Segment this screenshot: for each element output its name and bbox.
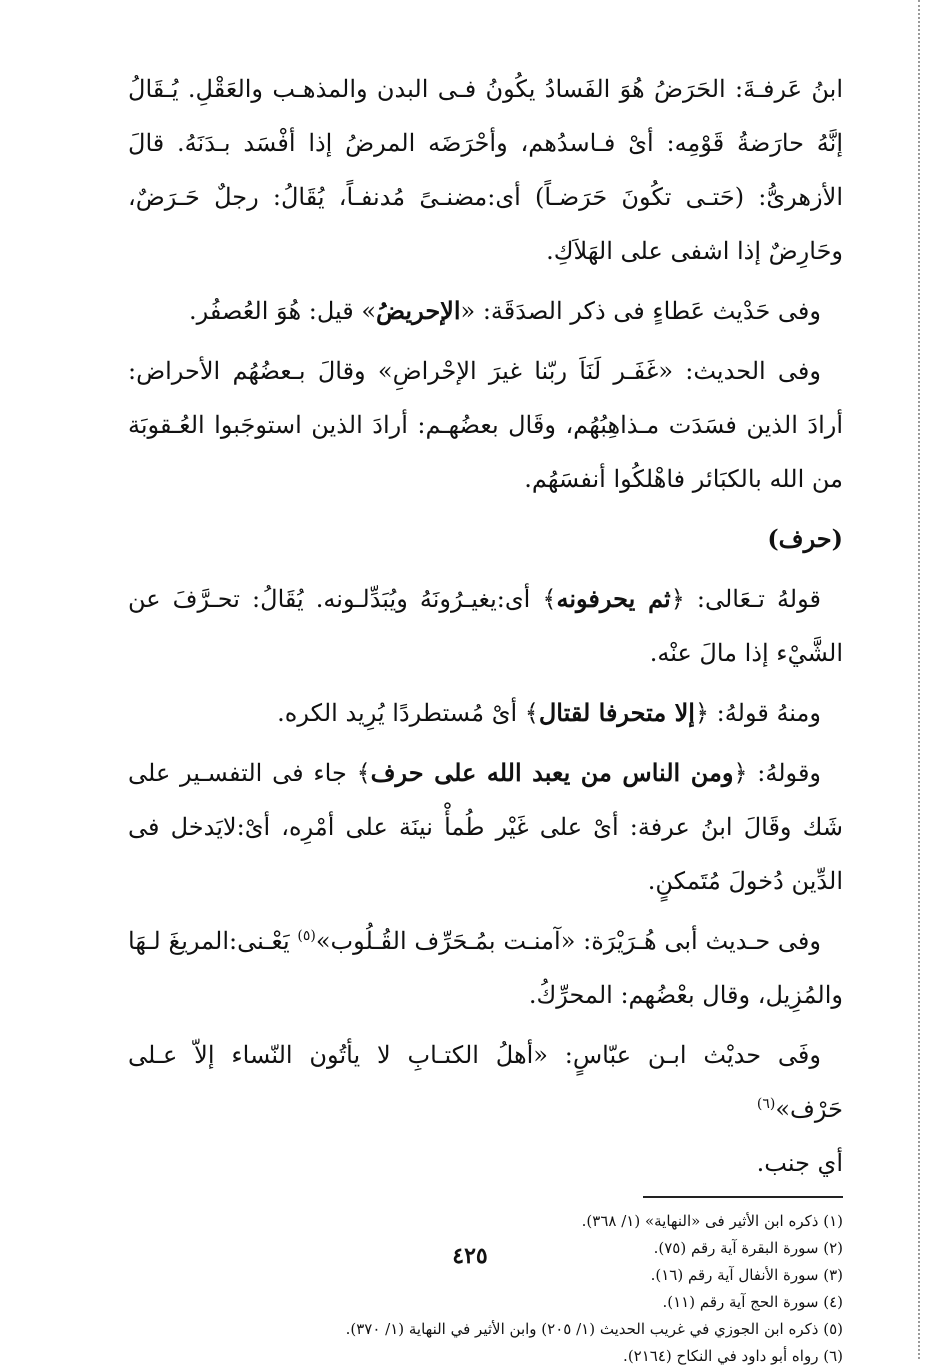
margin-dotted-rule [918,0,920,1359]
bold-term-ihridh: الإحريضُ [376,296,461,325]
paragraph-ibn-abbas: وفَى حديْث ابـن عبّاسٍ: «أهلُ الكتـابِ لا يأتُون النّساء إلاّ عـلى حَرْف»$^{(٦)}$ أي جنب. [128,1041,843,1177]
quran-quote: إلا متحرفا لقتال [538,698,695,727]
paragraph-ata-hadith: وفى حَدْيث عَطاءٍ فى ذكر الصدَقَة: «الإحريضُ» قيل: هُوَ العُصفُر. [189,296,821,325]
paragraph-harad-definition: ابنُ عَرفـةَ: الحَرَضُ هُوَ الفَسادُ يكُونُ فـى البدن والمذهـب والعَقْلِ. يُـقَالُ إنَّهُ حارَضةُ قَوْمِه: أىْ فـاسدُهم، وأحْرَضَه المرضُ إذا أفْسَد بـدَنَهُ. قالَ الأزهرىُّ: (حَتـى تكُونَ حَرَضـاً) أى:مضنـىً مُدنفـاً، يُقَالُ: رجلٌ حَـرَضٌ، وحَارِضٌ إذا اشفى على الهَلاَكِ. [128,75,843,265]
section-heading-harf: (حرف) [767,524,843,553]
footnotes [128,1208,843,1370]
footnote-ref: (٦) [756,1096,776,1112]
paragraph-mutaharrifan: ومنهُ قولهُ: ﴿إلا متحرفا لقتال﴾ أىْ مُستطردًا يُرِيد الكره. [277,698,821,727]
footnote: (٣) سورة الأنفال آية رقم (١٦). [650,1266,843,1284]
paragraph-ihrad-hadith: وفى الحديث: «غَفَـر لَنَاَ ربّنا غيرَ الإحْراضِ» وقالَ بـعضُهُم الأحراض: أرادَ الذين فسَدَت مـذاهِبُهُم، وقَال بعضُهـم: أرادَ الذين استوجَبوا العُـقوبَة من الله بالكبَائر فاهْلكُوا أنفسَهُم. [128,357,843,493]
footnote: (٥) ذكره ابن الجوزي في غريب الحديث (١/ ٢٠٥) وابن الأثير في النهاية (١/ ٣٧٠). [345,1320,843,1338]
quran-quote: ثم يحرفونه [556,584,671,613]
footnote: (٤) سورة الحج آية رقم (١١). [662,1293,843,1311]
page-content [128,62,843,1370]
footnote: (١) ذكره ابن الأثير فى «النهاية» (١/ ٣٦٨). [581,1212,843,1230]
footnote-separator [643,1196,843,1198]
quran-quote: ومن الناس من يعبد الله على حرف [370,758,734,787]
paragraph-yuharrifunahu: قولهُ تـعَالى: ﴿ثم يحرفونه﴾ أى:يغيـرُونَهُ ويُبَدِّلـونه. يُقَالُ: تحـرَّفَ عن الشَّيْء إذا مالَ عنْه. [128,584,843,667]
paragraph-ala-harf: وقولهُ: ﴿ومن الناس من يعبد الله على حرف﴾ جاء فى التفسـير على شَك وقَالَ ابنُ عرفة: أىْ على غَيْر طُمأْ نينَة على أمْرِه، أىْ:لايَدخل فى الدِّين دُخولَ مُتَمكنٍ. [128,758,843,895]
footnote-ref: (٥) [297,928,316,944]
footnote: (٦) رواه أبو داود في النكاح (٢١٦٤). [623,1347,843,1365]
footnote: (٢) سورة البقرة آية رقم (٧٥). [653,1239,843,1257]
paragraph-abu-hurayra: وفى حـديث أبى هُـرَيْرَة: «آمنـت بمُـحَرِّف القُـلُوب»$^{(٥)}$ يَعْـنى:المريغَ لـهَا والمُزِيل، وقال بعْضُهم: المحرِّكُ. [128,927,843,1009]
page-number: ٤٢٥ [452,1243,488,1269]
